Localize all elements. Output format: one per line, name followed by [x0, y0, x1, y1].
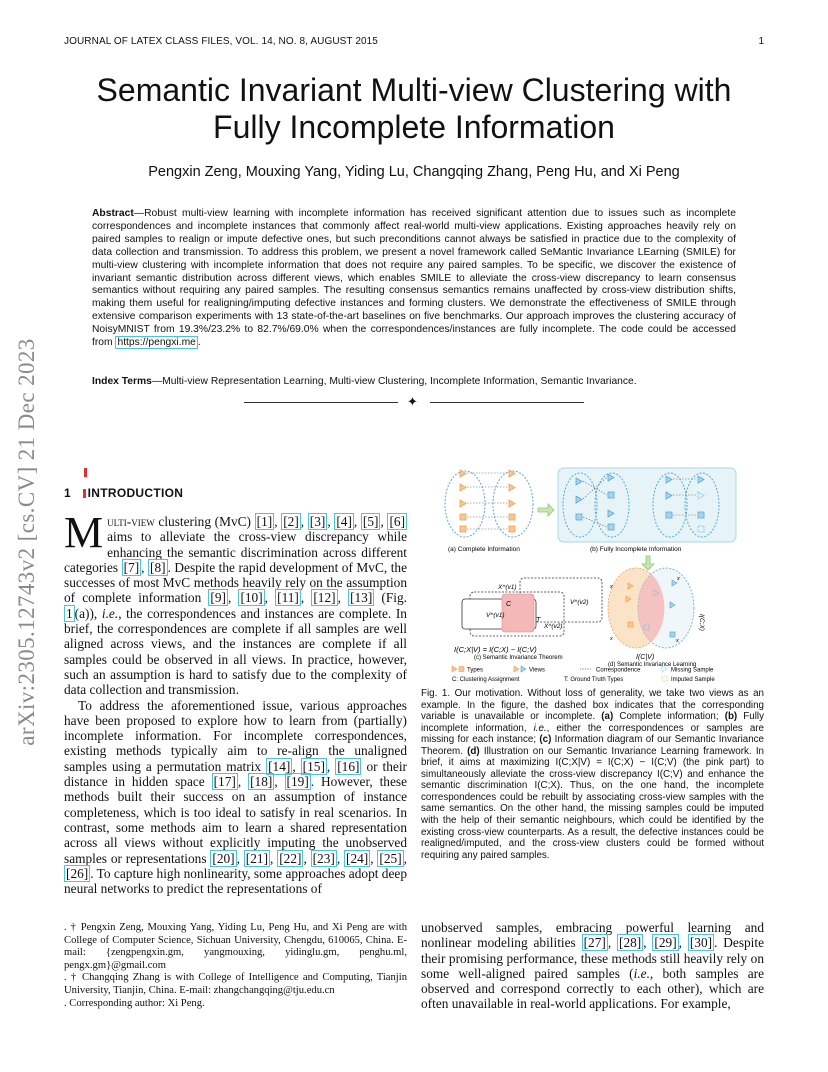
paper-title — [64, 72, 764, 146]
citation[interactable]: [26] — [66, 865, 89, 881]
text-run: (a)), — [74, 605, 102, 621]
legend-missing: Missing Sample — [671, 667, 714, 674]
citation[interactable]: [30] — [689, 935, 713, 951]
t-label: T — [536, 617, 541, 624]
abstract — [92, 208, 736, 350]
citation[interactable]: [7] — [123, 559, 140, 575]
separator-left — [244, 402, 398, 403]
citation[interactable]: [2] — [283, 514, 299, 529]
section-title: INTRODUCTION — [87, 486, 184, 500]
abstract-end: . — [197, 337, 201, 349]
index-terms-text: —Multi-view Representation Learning, Multi-view Clustering, Incomplete Information, Semantic Invariance. — [151, 376, 637, 387]
intro-paragraph-1: Multi-view clustering (MvC) [1] , [2] , [3] , [4] , [5] , [6] aims to alleviate the cross-view discrepancy while enhancing the semantic discrimination across different categories [7] , [8] . Despite the rapid development of MvC, the successes of most MvC methods heavily rely on the assumption of complete information [9] , [10] , [11] , [12] , [13] (Fig. 1 (a)), i.e., the correspondences and instances are complete. In brief, the correspondences are complete if all samples are well aligned across views, and the instances are complete if all samples could be observed in all views. In practice, however, such an assumption is hard to satisfy due to the complexity of data collection and transmission. — [64, 508, 408, 698]
label-d: (d) Semantic Invariance Learning — [608, 662, 697, 668]
x-v1-label: X^(v1) — [498, 584, 517, 591]
running-header: JOURNAL OF LATEX CLASS FILES, VOL. 14, NO. 8, AUGUST 2015 — [64, 36, 378, 47]
figure-legend-2 — [440, 674, 770, 684]
label-a: (a) Complete Information — [448, 546, 520, 553]
caption-text: Complete information; — [613, 711, 725, 723]
citation[interactable]: [24] — [346, 850, 369, 866]
legend-imputed: Imputed Sample — [671, 677, 715, 683]
citation[interactable]: [1] — [256, 514, 273, 529]
formula-c: I(C;X|V) = I(C;X) − I(C;V) — [454, 645, 537, 654]
text-run: clustering (MvC) — [154, 514, 255, 529]
section-anchor-marker — [84, 468, 87, 477]
caption-text: Fig. 1. Our motivation. Without loss of generality, we take two views as an example. In the figure, the dashed box indicates that the corresponding variable is unavailable or incomplete. — [421, 688, 764, 723]
citation[interactable]: [13] — [350, 590, 373, 606]
caption-text: , either the correspondences or samples are missing for each instance; — [421, 722, 764, 746]
text-run: (Fig. — [374, 590, 408, 606]
label-b: (b) Fully Incomplete Information — [590, 546, 682, 553]
caption-bold: (b) — [724, 711, 738, 723]
text-run: . However, these methods built their success on an assumption of instance completeness, which is too ideal to satisfy in real scenarios. In contrast, some methods aim to learn a shared representation across all views without explicitly imputing the unobserved samples or representations — [64, 774, 408, 866]
citation[interactable]: [25] — [379, 850, 402, 866]
ic-x-label: I(C;X) — [698, 614, 705, 631]
x-v2-label: X^(v2) — [544, 623, 563, 630]
c-label: C — [506, 601, 512, 608]
footnotes — [64, 922, 407, 1010]
citation[interactable]: [27] — [583, 935, 606, 951]
intro-column — [64, 508, 408, 897]
drop-cap: M — [64, 508, 104, 557]
italic-ie: i.e. — [101, 605, 119, 621]
citation[interactable]: [4] — [336, 514, 352, 529]
svg-text:x: x — [676, 638, 679, 644]
citation[interactable]: [17] — [213, 774, 236, 790]
citation[interactable]: [23] — [312, 850, 335, 866]
panel-b-box — [558, 468, 736, 542]
citation[interactable]: [19] — [286, 774, 309, 790]
page-number: 1 — [758, 36, 764, 47]
caption-text: Illustration on our Semantic Invariance Learning framework. In brief, it aims at maximizing I(C;X|V) = I(C;X) − I(C;V) (the pink part) to simultaneously alleviate the cross-view discrepancy I(C;V) and enhance the semantic discrimination I(C;X). Thus, on the one hand, the incomplete correspondences could be rebuilt by associating cross-view samples with the same semantics. On the other hand, the missing samples could be imputed with the help of their semantic neighbours, which could be identified by the existing cross-view counterparts. As a result, the defective instances could be realigned/imputed, and the cross-view clusters could be formed without requiring any paired samples. — [421, 745, 764, 861]
section-link-marker — [83, 489, 86, 498]
index-terms — [92, 376, 736, 387]
footnote-3: . Corresponding author: Xi Peng. — [64, 997, 205, 1009]
arxiv-stamp — [5, 292, 49, 792]
citation[interactable]: [29] — [654, 935, 677, 951]
text-run: . Despite the rapid development of MvC, the successes of most MvC methods heavily rely on the assumption of complete information — [64, 559, 408, 606]
v-v1-label: V^(v1) — [486, 612, 505, 619]
arrow-icon — [538, 504, 554, 516]
caption-text: Information diagram of our Semantic Invariance Theorem. — [421, 734, 764, 757]
svg-text:x: x — [610, 584, 613, 590]
footnote-2: . † Changqing Zhang is with College of Intelligence and Computing, Tianjin University, Tianjin, China. E-mail: zhangchangqing@tju.edu.cn — [64, 972, 407, 996]
legend-types: Types — [467, 667, 484, 674]
formula-d: I(C|V) — [636, 654, 655, 661]
citation[interactable]: [22] — [279, 850, 302, 866]
figure-ref[interactable]: 1 — [66, 605, 73, 621]
abstract-label: Abstract — [92, 208, 134, 219]
caption-bold: (d) — [467, 745, 480, 757]
legend-correspondence: Correspondence — [596, 667, 641, 674]
caption-bold: (c) — [539, 734, 552, 746]
caption-bold: (a) — [601, 711, 614, 723]
italic-ie: i.e. — [633, 965, 650, 981]
legend-ground-truth: T: Ground Truth Types — [564, 677, 624, 683]
panel-d — [608, 568, 705, 668]
figure-1 — [440, 462, 770, 674]
text-run: aims to alleviate the cross-view discrepancy while enhancing the semantic discrimination across different categories — [64, 529, 407, 575]
citation[interactable]: [9] — [210, 590, 226, 606]
v-v2-label: V^(v2) — [570, 599, 589, 606]
code-link[interactable]: https://pengxi.me — [117, 337, 196, 349]
citation[interactable]: [28] — [619, 935, 642, 951]
separator-right — [430, 402, 584, 403]
citation[interactable]: [15] — [302, 758, 325, 774]
author-list: Pengxin Zeng, Mouxing Yang, Yiding Lu, Changqing Zhang, Peng Hu, and Xi Peng — [148, 164, 680, 180]
citation[interactable]: [11] — [277, 590, 299, 606]
citation[interactable]: [12] — [313, 590, 336, 606]
label-c: (c) Semantic Invariance Theorem — [474, 655, 563, 661]
panel-c — [454, 578, 602, 661]
text-run: , both samples are observed and correspond correctly to each other), which are often unavailable in real-world applications. For example, — [421, 965, 764, 1012]
citation[interactable]: [8] — [150, 559, 166, 575]
svg-text:x: x — [677, 576, 680, 582]
legend-views: Views — [529, 667, 545, 674]
separator-glyph: ✦ — [407, 394, 418, 409]
smallcaps-word: ulti-view — [107, 514, 155, 529]
text-run: . Despite their promising performance, these methods still heavily rely on some well-aligned paired samples ( — [421, 935, 765, 981]
arrow-down-icon — [642, 556, 654, 570]
index-terms-label: Index Terms — [92, 376, 152, 387]
citation[interactable]: [6] — [389, 514, 406, 529]
citation[interactable]: [16] — [337, 758, 360, 774]
citation[interactable]: [20] — [212, 850, 235, 866]
caption-italic: i.e. — [533, 722, 547, 734]
text-run: or their distance in hidden space — [64, 758, 407, 790]
legend-clustering: C: Clustering Assignment — [452, 677, 520, 683]
figure-caption — [421, 688, 764, 861]
text-run: unobserved samples, embracing powerful learning and nonlinear modeling abilities — [421, 920, 764, 951]
title-line-1: Semantic Invariant Multi-view Clustering with — [96, 72, 732, 108]
citation[interactable]: [10] — [240, 590, 263, 606]
title-line-2: Fully Incomplete Information — [213, 109, 615, 145]
section-heading — [64, 486, 183, 500]
section-number: 1 — [64, 486, 71, 500]
panel-a — [445, 470, 533, 553]
intro-paragraph-2: To address the aforementioned issue, various approaches have been proposed to explore how to learn from (partially) incomplete information. For incomplete correspondences, existing methods typically aim to re-align the unaligned samples using a permutation matrix [14] , [15] , [16] or their distance in hidden space [17] , [18] , [19] . However, these methods built their success on an assumption of instance completeness, which is too ideal to satisfy in real scenarios. In contrast, some methods aim to learn a shared representation across all views without explicitly imputing the unobserved samples or representations [20] , [21] , [22] , [23] , [24] , [25] , [26] . To capture high nonlinearity, some approaches adopt deep neural networks to predict the representations of — [64, 697, 408, 897]
citation[interactable]: [14] — [268, 758, 291, 774]
caption-text: Fully incomplete information, — [421, 711, 764, 734]
svg-text:x: x — [610, 636, 613, 642]
text-run: To address the aforementioned issue, various approaches have been proposed to explore how to learn from (partially) incomplete information. For incomplete correspondences, existing methods typically aim to re-align the unaligned samples using a permutation matrix — [64, 697, 407, 774]
abstract-text: —Robust multi-view learning with incomplete information has received significant attention due to issues such as incomplete correspondences and incomplete instances that commonly affect real-world multi-view applications. Existing approaches heavily rely on paired samples to realign or impute defective ones, but such preconditions cannot always be satisfied in practice due to the complexity of data collection and transmission. To address this problem, we present a novel framework called SeMantic Invariance LEarning (SMILE) for multi-view clustering with incomplete information that does not require any paired samples. To be specific, we discover the existence of invariant semantic distribution across different views, which enables SMILE to alleviate the cross-view discrepancy to learn consensus semantics without requiring any paired samples. The resulting consensus semantics remains unaffected by cross-view distribution shifts, making them useful for realigning/imputing defective instances and forming clusters. We demonstrate the effectiveness of SMILE through extensive comparison experiments with 13 state-of-the-art baselines on five benchmarks. Our approach improves the clustering accuracy of NoisyMNIST from 19.3%/23.2% to 82.7%/69.0% when the correspondences/instances are fully incomplete. The code could be accessed from — [92, 208, 736, 349]
citation[interactable]: [21] — [245, 850, 269, 866]
citation[interactable]: [3] — [309, 514, 326, 529]
citation[interactable]: [5] — [362, 514, 379, 529]
column-2-text: unobserved samples, embracing powerful learning and nonlinear modeling abilities [27] , [28] , [29] , [30] . Despite their promising performance, these methods still heavily rely on some well-aligned paired samples (i.e., both samples are observed and correspond correctly to each other), which are often unavailable in real-world applications. For example, — [421, 920, 765, 1012]
footnote-1: . † Pengxin Zeng, Mouxing Yang, Yiding Lu, Peng Hu, and Xi Peng are with College of Computer Science, Sichuan University, Chengdu, 610065, China. E-mail: {zengpengxin.gm, yangmouxing, yidinglu.gm, penghu.ml, pengx.gm}@gmail.com — [64, 922, 407, 971]
panel-b — [558, 468, 736, 553]
arxiv-stamp-text: arXiv:2305.12743v2 [cs.CV] 21 Dec 2023 — [14, 338, 39, 746]
text-run: , the correspondences and instances are complete. In brief, the correspondences are complete if all samples are well aligned across views, and the instances are complete if all samples could be observed in all views. In practice, however, such an assumption is hard to satisfy due to the complexity of data collection and transmission. — [64, 605, 407, 698]
text-run: . To capture high nonlinearity, some approaches adopt deep neural networks to predict the representations of — [64, 865, 407, 897]
citation[interactable]: [18] — [250, 774, 273, 790]
